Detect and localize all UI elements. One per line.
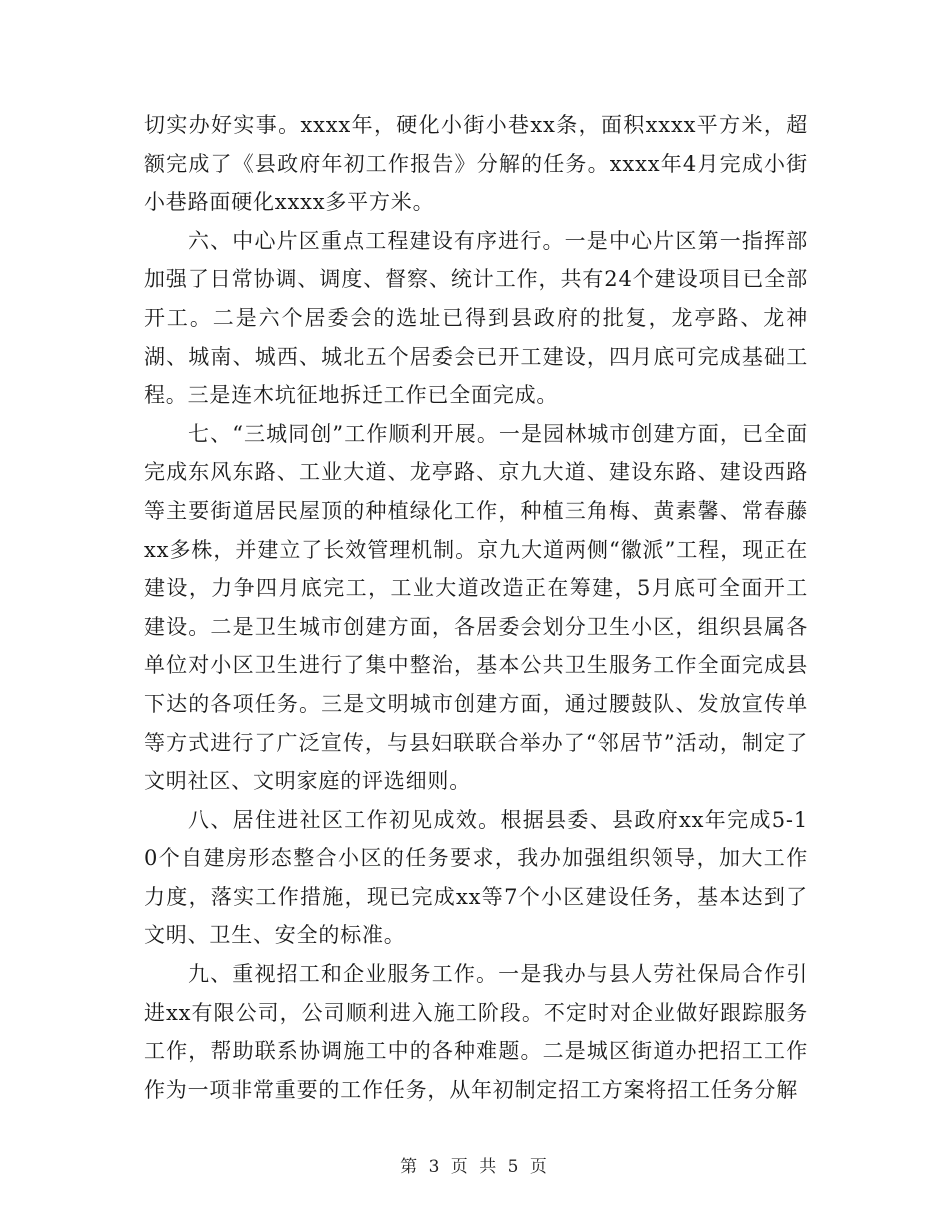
document-body: [144, 106, 808, 1109]
paragraph-section-6: 六、中心片区重点工程建设有序进行。一是中心片区第一指挥部加强了日常协调、调度、督察、统计工作，共有24个建设项目已全部开工。二是六个居委会的选址已得到县政府的批复，龙亭路、龙神湖、城南、城西、城北五个居委会已开工建设，四月底可完成基础工程。三是连木坑征地拆迁工作已全面完成。: [144, 228, 808, 408]
page-number-footer: 第 3 页 共 5 页: [400, 1157, 550, 1177]
paragraph-section-9: 九、重视招工和企业服务工作。一是我办与县人劳社保局合作引进xx有限公司，公司顺利进入施工阶段。不定时对企业做好跟踪服务工作，帮助联系协调施工中的各种难题。二是城区街道办把招工工作作为一项非常重要的工作任务，从年初制定招工方案将招工任务分解: [144, 962, 808, 1102]
paragraph-section-8: 八、居住进社区工作初见成效。根据县委、县政府xx年完成5-10个自建房形态整合小区的任务要求，我办加强组织领导，加大工作力度，落实工作措施，现已完成xx等7个小区建设任务，基本达到了文明、卫生、安全的标准。: [144, 807, 808, 948]
paragraph-section-7: 七、“三城同创”工作顺利开展。一是园林城市创建方面，已全面完成东风东路、工业大道、龙亭路、京九大道、建设东路、建设西路等主要街道居民屋顶的种植绿化工作，种植三角梅、黄素馨、常春藤xx多株，并建立了长效管理机制。京九大道两侧“徽派”工程，现正在建设，力争四月底完工，工业大道改造正在筹建，5月底可全面开工建设。二是卫生城市创建方面，各居委会划分卫生小区，组织县属各单位对小区卫生进行了集中整治，基本公共卫生服务工作全面完成县下达的各项任务。三是文明城市创建方面，通过腰鼓队、发放宣传单等方式进行了广泛宣传，与县妇联联合举办了“邻居节”活动，制定了文明社区、文明家庭的评选细则。: [144, 421, 808, 794]
paragraph-continued: 切实办好实事。xxxx年，硬化小街小巷xx条，面积xxxx平方米，超额完成了《县政府年初工作报告》分解的任务。xxxx年4月完成小街小巷路面硬化xxxx多平方米。: [144, 113, 808, 215]
